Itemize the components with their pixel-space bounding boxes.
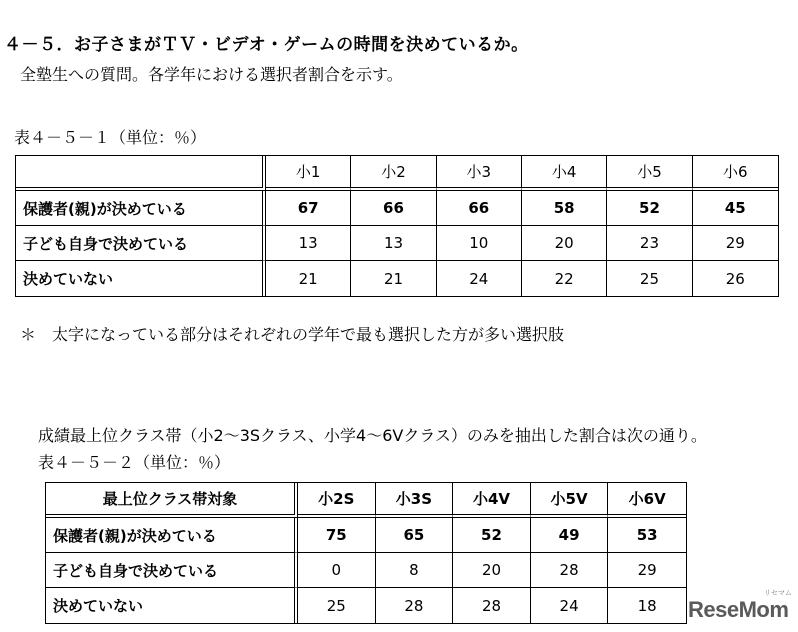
intro-text: 全塾生への質問。各学年における選択者割合を示す。 [20, 65, 403, 84]
table-cell: 13 [351, 226, 436, 261]
table-corner-cell: 最上位クラス帯対象 [46, 483, 298, 518]
table2-caption: 表４－５－２（単位：％） [38, 453, 231, 472]
table-cell: 21 [266, 261, 351, 296]
table-row [46, 553, 686, 588]
table-cell: 24 [531, 588, 609, 623]
table-cell: 29 [693, 226, 778, 261]
column-header: 小5V [531, 483, 609, 518]
table-corner-cell [16, 156, 266, 191]
table-cell: 13 [266, 226, 351, 261]
table-cell: 49 [531, 518, 609, 553]
table-cell: 25 [298, 588, 376, 623]
column-header: 小3S [376, 483, 454, 518]
table-row [16, 226, 778, 261]
table-cell: 18 [637, 596, 657, 615]
description-text: 成績最上位クラス帯（小2〜3Sクラス、小学4〜6Vクラス）のみを抽出した割合は次の通り。 [38, 426, 707, 445]
table-cell: 52 [607, 191, 692, 226]
table-header-row [46, 483, 686, 518]
table-cell: 67 [266, 191, 351, 226]
table-cell: 25 [607, 261, 692, 296]
resemom-logo: ReseMom [688, 597, 789, 622]
table-cell: 75 [298, 518, 376, 553]
row-label: 子ども自身で決めている [16, 226, 266, 261]
table-cell: 26 [725, 269, 745, 288]
table-cell: 20 [522, 226, 607, 261]
section-heading: ４－５．お子さまがＴＶ・ビデオ・ゲームの時間を決めているか。 [4, 35, 529, 55]
table-cell: 58 [522, 191, 607, 226]
row-label: 保護者(親)が決めている [16, 191, 266, 226]
table-cell: 53 [608, 518, 686, 553]
grade-table [15, 155, 779, 297]
column-header: 小5 [607, 156, 692, 191]
table-cell: 10 [437, 226, 522, 261]
table-row [46, 518, 686, 553]
table-cell: 8 [376, 553, 454, 588]
row-label: 決めていない [16, 261, 266, 296]
table-cell: 21 [351, 261, 436, 296]
table-cell: 66 [351, 191, 436, 226]
row-label: 子ども自身で決めている [46, 553, 298, 588]
table-cell: 52 [453, 518, 531, 553]
table-cell: 66 [437, 191, 522, 226]
table-cell: 23 [607, 226, 692, 261]
column-header: 小2 [351, 156, 436, 191]
table-cell: 65 [376, 518, 454, 553]
table-cell: 28 [531, 553, 609, 588]
table-cell: 45 [693, 191, 778, 226]
watermark-sub: リセマム [764, 589, 792, 597]
table1-caption: 表４－５－１（単位：％） [14, 128, 207, 147]
table-cell: 22 [522, 261, 607, 296]
table-header-row [16, 156, 778, 191]
table-cell: 29 [608, 553, 686, 588]
column-header: 小6 [693, 156, 778, 191]
table-cell: 28 [376, 588, 454, 623]
table-row [16, 191, 778, 226]
table-cell: 20 [453, 553, 531, 588]
top-class-table [45, 482, 687, 624]
column-header: 小3 [437, 156, 522, 191]
column-header: 小1 [266, 156, 351, 191]
table-row [16, 261, 778, 296]
table-cell: 0 [298, 553, 376, 588]
table-row [46, 588, 686, 623]
row-label: 決めていない [46, 588, 298, 623]
table-cell: 24 [437, 261, 522, 296]
footnote: ＊ 太字になっている部分はそれぞれの学年で最も選択した方が多い選択肢 [20, 325, 565, 344]
column-header: 小6V [608, 483, 686, 518]
column-header: 小4V [453, 483, 531, 518]
column-header: 小2S [298, 483, 376, 518]
row-label: 保護者(親)が決めている [46, 518, 298, 553]
table-cell: 28 [453, 588, 531, 623]
column-header: 小4 [522, 156, 607, 191]
